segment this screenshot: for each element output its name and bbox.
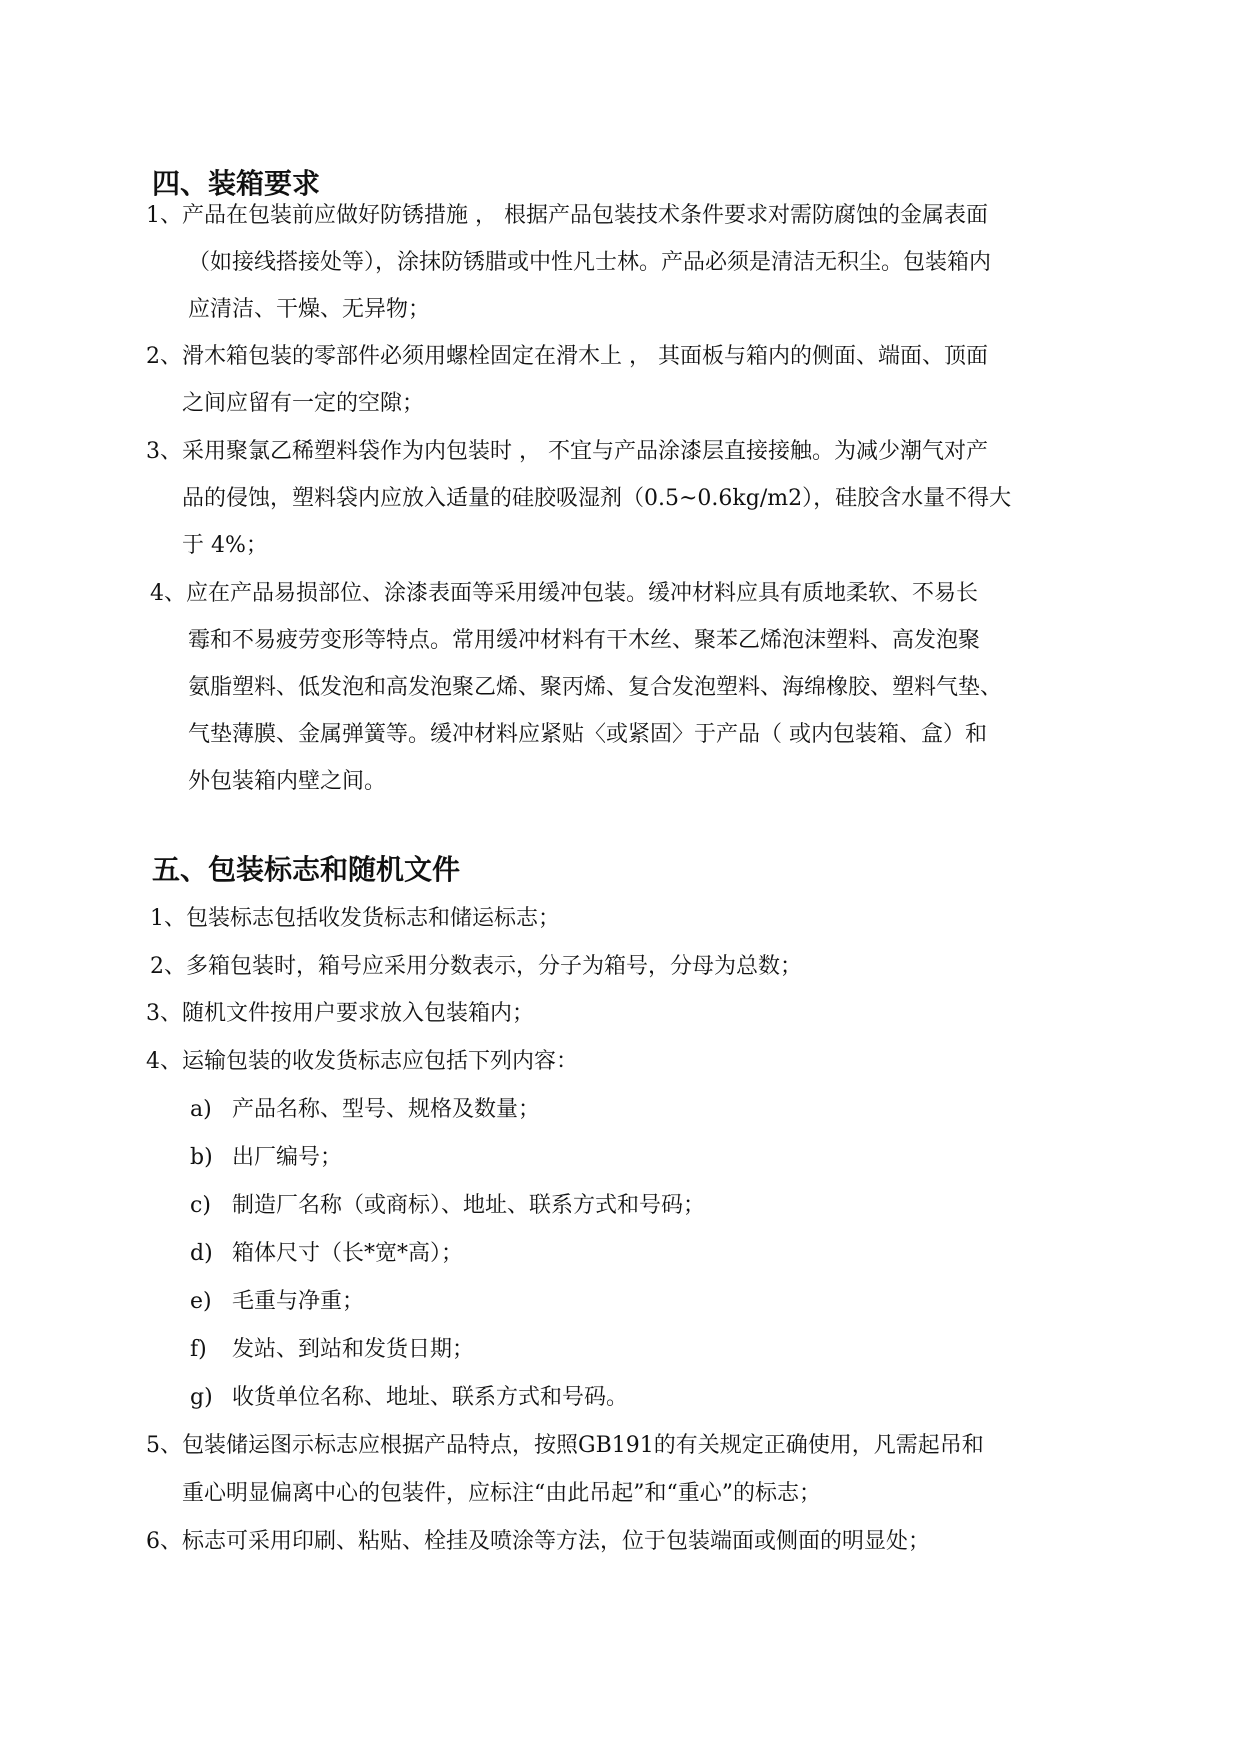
s4-item4-line2: 霉和不易疲劳变形等特点。常用缓冲材料有干木丝、聚苯乙烯泡沫塑料、高发泡聚 bbox=[188, 628, 981, 653]
s5-item2 bbox=[150, 951, 802, 983]
item-text: 产品在包装前应做好防锈措施 ， 根据产品包装技术条件要求对需防腐蚀的金属表面 bbox=[182, 203, 988, 228]
s4-item4-line5: 外包装箱内壁之间。 bbox=[188, 769, 387, 794]
item-text: 包装标志包括收发货标志和储运标志； bbox=[186, 906, 561, 931]
sub-text: 发站、到站和发货日期； bbox=[232, 1337, 475, 1362]
item-text: 采用聚氯乙稀塑料袋作为内包装时 ， 不宜与产品涂漆层直接接触。为减少潮气对产 bbox=[182, 439, 988, 464]
s4-item3-line3: 于 4%； bbox=[182, 533, 268, 558]
s4-item1-line3: 应清洁、干燥、无异物； bbox=[188, 297, 431, 322]
item-text: 滑木箱包装的零部件必须用螺栓固定在滑木上 ， 其面板与箱内的侧面、端面、顶面 bbox=[182, 344, 988, 369]
s5-sub-b bbox=[190, 1142, 342, 1174]
item-text: 随机文件按用户要求放入包装箱内； bbox=[182, 1001, 535, 1026]
s5-item5-line1 bbox=[146, 1430, 984, 1462]
item-number: 5、 bbox=[146, 1433, 182, 1458]
item-text: 应在产品易损部位、涂漆表面等采用缓冲包装。缓冲材料应具有质地柔软、不易长 bbox=[186, 581, 979, 606]
sub-label: g) bbox=[190, 1385, 213, 1410]
sub-text: 箱体尺寸（长*宽*高）； bbox=[232, 1241, 464, 1266]
s5-item1 bbox=[150, 903, 560, 935]
sub-text: 出厂编号； bbox=[232, 1145, 343, 1170]
item-number: 2、 bbox=[150, 954, 186, 979]
sub-label: b) bbox=[190, 1145, 213, 1170]
item-number: 1、 bbox=[150, 906, 186, 931]
sub-label: a) bbox=[190, 1097, 212, 1122]
s4-item1-line1 bbox=[146, 200, 988, 232]
sub-label: d) bbox=[190, 1241, 213, 1266]
s5-sub-a bbox=[190, 1094, 540, 1126]
sub-label: f) bbox=[190, 1337, 207, 1362]
section-heading-packing: 四、装箱要求 bbox=[152, 167, 321, 200]
sub-label: e) bbox=[190, 1289, 212, 1314]
item-number: 3、 bbox=[146, 439, 182, 464]
s4-item4-line1 bbox=[150, 578, 978, 610]
s5-item3 bbox=[146, 998, 534, 1030]
s4-item4-line4: 气垫薄膜、金属弹簧等。缓冲材料应紧贴〈或紧固〉于产品（ 或内包装箱、盒）和 bbox=[188, 722, 987, 747]
s5-sub-g bbox=[190, 1382, 628, 1414]
s5-sub-d bbox=[190, 1238, 463, 1270]
section-heading-marks-documents: 五、包装标志和随机文件 bbox=[152, 853, 461, 886]
sub-text: 产品名称、型号、规格及数量； bbox=[232, 1097, 541, 1122]
sub-text: 收货单位名称、地址、联系方式和号码。 bbox=[232, 1385, 629, 1410]
item-number: 4、 bbox=[146, 1049, 182, 1074]
s5-sub-e bbox=[190, 1286, 364, 1318]
s4-item4-line3: 氨脂塑料、低发泡和高发泡聚乙烯、聚丙烯、复合发泡塑料、海绵橡胶、塑料气垫、 bbox=[188, 675, 1003, 700]
item-number: 3、 bbox=[146, 1001, 182, 1026]
s5-item5-line2: 重心明显偏离中心的包装件，应标注“由此吊起”和“重心”的标志； bbox=[182, 1481, 821, 1506]
s5-sub-f bbox=[190, 1334, 474, 1366]
s4-item3-line2: 品的侵蚀，塑料袋内应放入适量的硅胶吸湿剂（0.5~0.6kg/m2），硅胶含水量不得大 bbox=[182, 486, 1012, 511]
s4-item3-line1 bbox=[146, 436, 988, 468]
item-number: 6、 bbox=[146, 1529, 182, 1554]
item-number: 2、 bbox=[146, 344, 182, 369]
s5-item6 bbox=[146, 1526, 930, 1558]
item-text: 多箱包装时，箱号应采用分数表示，分子为箱号，分母为总数； bbox=[186, 954, 803, 979]
s4-item2-line2: 之间应留有一定的空隙； bbox=[182, 391, 425, 416]
s5-sub-c bbox=[190, 1190, 705, 1222]
sub-text: 毛重与净重； bbox=[232, 1289, 365, 1314]
item-text: 标志可采用印刷、粘贴、栓挂及喷涂等方法，位于包装端面或侧面的明显处； bbox=[182, 1529, 931, 1554]
item-text: 包装储运图示标志应根据产品特点，按照GB191的有关规定正确使用，凡需起吊和 bbox=[182, 1433, 984, 1458]
sub-label: c) bbox=[190, 1193, 211, 1218]
s5-item4 bbox=[146, 1046, 578, 1078]
item-number: 4、 bbox=[150, 581, 186, 606]
sub-text: 制造厂名称（或商标）、地址、联系方式和号码； bbox=[232, 1193, 706, 1218]
item-number: 1、 bbox=[146, 203, 182, 228]
s4-item2-line1 bbox=[146, 341, 988, 373]
item-text: 运输包装的收发货标志应包括下列内容： bbox=[182, 1049, 579, 1074]
s4-item1-line2: （如接线搭接处等），涂抹防锈腊或中性凡士林。产品必须是清洁无积尘。包装箱内 bbox=[188, 250, 992, 275]
